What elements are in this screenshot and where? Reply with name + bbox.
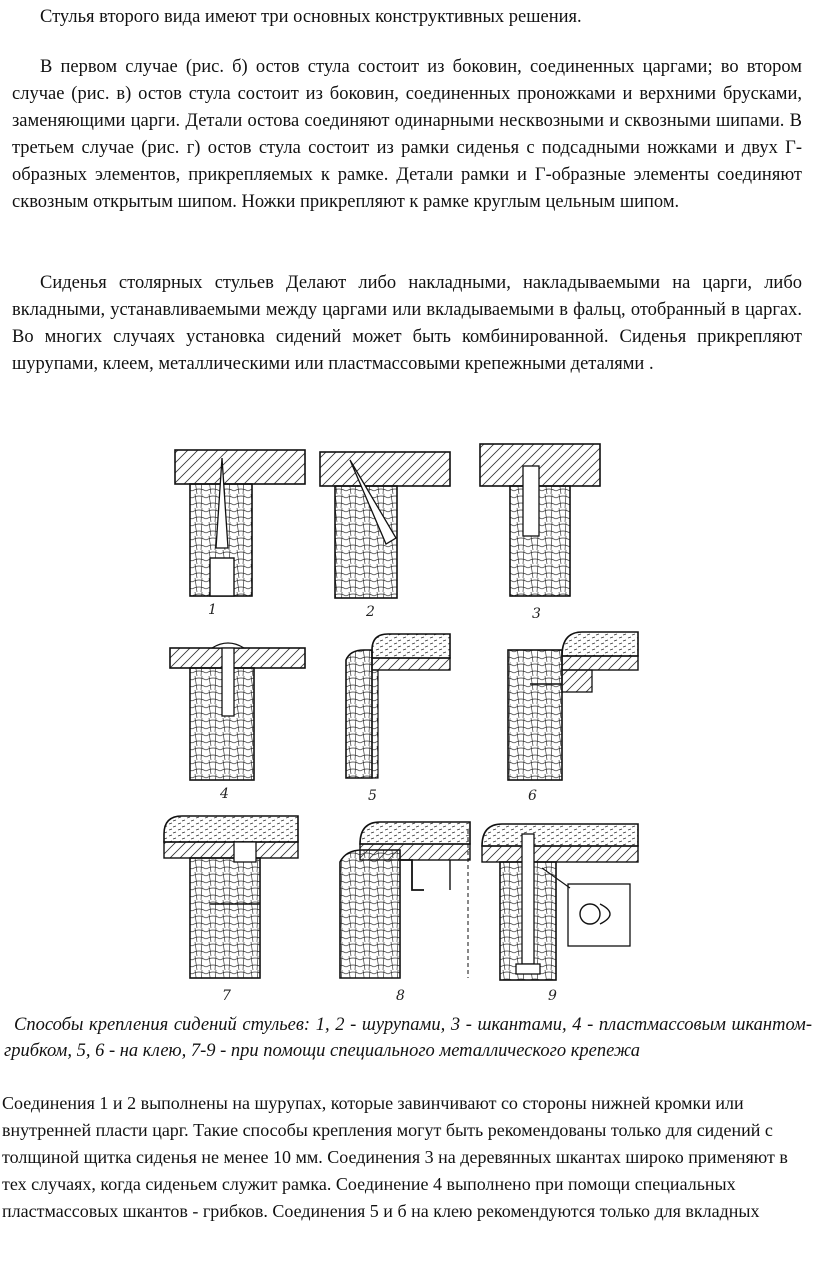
paragraph-frame-variants: В первом случае (рис. б) остов стула состоит из боковин, соединенных царгами; во втором случае (рис. в) остов стула состоит из боковин, соединенных проножками и верхними брусками, заменяющими царги. Детали остова соединяют одинарными несквозными и сквозными шипами. В третьем случае (рис. г) остов стула состоит из рамки сиденья с подсадными ножками и двух Г-образных элементов, прикрепляемых к рамке. Детали рамки и Г-образные элементы соединяют сквозным открытым шипом. Ножки прикрепляют к рамке круглым цельным шипом. [12, 57, 802, 212]
figure-label-8: 8 [396, 988, 405, 1004]
figure-label-2: 2 [366, 604, 375, 620]
figure-label-3: 3 [532, 606, 541, 622]
joint-4 [170, 643, 305, 780]
figure-caption: Способы крепления сидений стульев: 1, 2 - шурупами, 3 - шкантами, 4 - пластмассовым шкантом-грибком, 5, 6 - на клею, 7-9 - при помощи специального металлического крепежа [4, 1015, 812, 1061]
joint-2 [320, 452, 450, 598]
paragraph-joints-description: Соединения 1 и 2 выполнены на шурупах, которые завинчивают со стороны нижней кромки или внутренней пласти царг. Такие способы крепления могут быть рекомендованы только для сидений с толщиной щитка сиденья не менее 10 мм. Соединения 3 на деревянных шкантах широко применяют в тех случаях, когда сиденьем служит рамка. Соединение 4 выполнено при помощи специальных пластмассовых шкантов - грибков. Соединения 5 и б на клею рекомендуются только для вкладных [2, 1093, 788, 1221]
figure-label-1: 1 [208, 602, 217, 618]
paragraph-seats: Сиденья столярных стульев Делают либо накладными, накладываемыми на царги, либо вкладными, устанавливаемыми между царгами или вкладываемыми в фальц, отобранный в царгах. Во многих случаях установка сидений может быть комбинированной. Сиденья прикрепляют шурупами, клеем, металлическими или пластмассовыми крепежными деталями . [12, 273, 802, 374]
figure-label-9: 9 [548, 988, 557, 1004]
figure-label-5: 5 [368, 788, 377, 804]
joint-7 [164, 816, 298, 978]
figure-label-7: 7 [222, 988, 231, 1004]
joint-5 [346, 634, 450, 778]
joint-6 [508, 632, 638, 780]
joint-3 [480, 444, 600, 596]
joint-9 [482, 824, 638, 980]
figure-label-6: 6 [528, 788, 537, 804]
joint-8 [340, 822, 470, 978]
figure-label-4: 4 [220, 786, 229, 802]
seat-fastening-figure [150, 438, 670, 1008]
paragraph-intro: Стулья второго вида имеют три основных конструктивных решения. [40, 7, 582, 27]
joint-1 [175, 450, 305, 596]
